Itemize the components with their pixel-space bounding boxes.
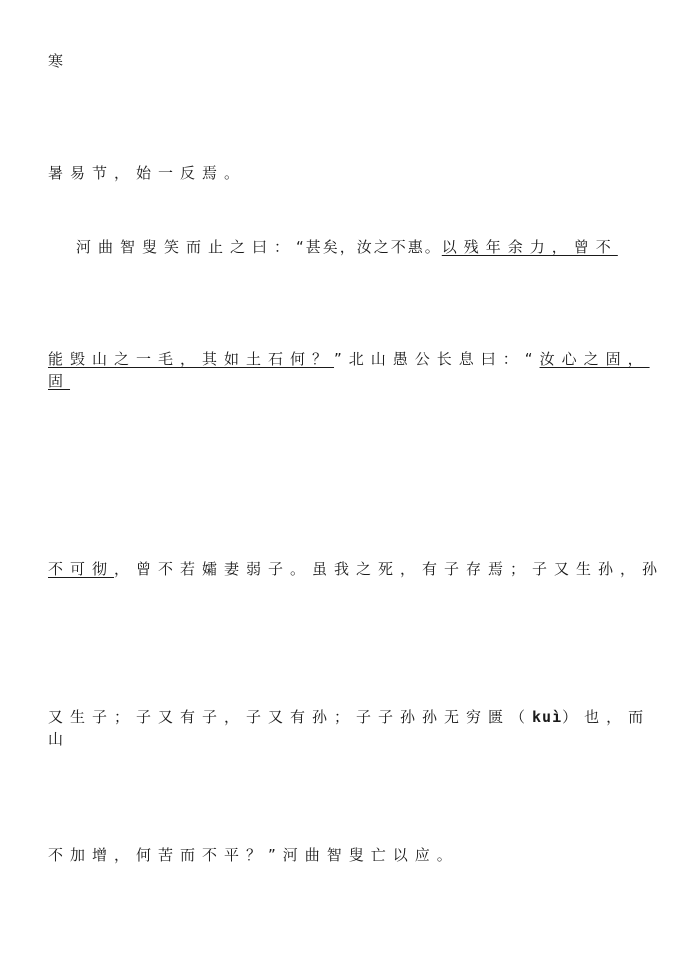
line-2 bbox=[48, 164, 246, 182]
line-5-rest: ，曾不若孀妻弱子。虽我之死，有子存焉；子又生孙，孙 bbox=[114, 560, 665, 578]
line-1 bbox=[48, 52, 70, 70]
line-6-wrap bbox=[48, 730, 70, 748]
line-7-text: 不加增，何苦而不平？”河曲智叟亡以应。 bbox=[48, 846, 459, 864]
line-5 bbox=[48, 560, 664, 578]
line-2-text: 暑易节，始一反焉。 bbox=[48, 164, 247, 182]
line-3-part-b: “甚矣，汝之不惠。 bbox=[296, 238, 442, 256]
line-3 bbox=[76, 238, 618, 256]
line-6-part-c: ）也，而 bbox=[562, 708, 651, 726]
line-4-part-b: ”北山愚公长息曰：“ bbox=[334, 350, 540, 368]
line-5-underlined: 不可彻 bbox=[48, 560, 115, 578]
line-3-part-a: 河曲智叟笑而止之曰： bbox=[76, 238, 297, 256]
line-6 bbox=[48, 708, 650, 726]
line-4-wrap-text: 固 bbox=[48, 372, 71, 390]
line-6-wrap-text: 山 bbox=[48, 730, 71, 748]
line-4-underlined-c: 汝心之固， bbox=[539, 350, 650, 368]
line-6-part-a: 又生子；子又有子，子又有孙；子子孙孙无穷匮（ bbox=[48, 708, 533, 726]
line-7 bbox=[48, 846, 459, 864]
line-4-wrap bbox=[48, 372, 70, 390]
line-1-text: 寒 bbox=[48, 52, 71, 70]
line-4-underlined-a: 能毁山之一毛，其如土石何？ bbox=[48, 350, 335, 368]
line-4 bbox=[48, 350, 650, 368]
line-6-pinyin: kuì bbox=[532, 708, 563, 726]
line-3-underlined: 以残年余力，曾不 bbox=[441, 238, 618, 256]
